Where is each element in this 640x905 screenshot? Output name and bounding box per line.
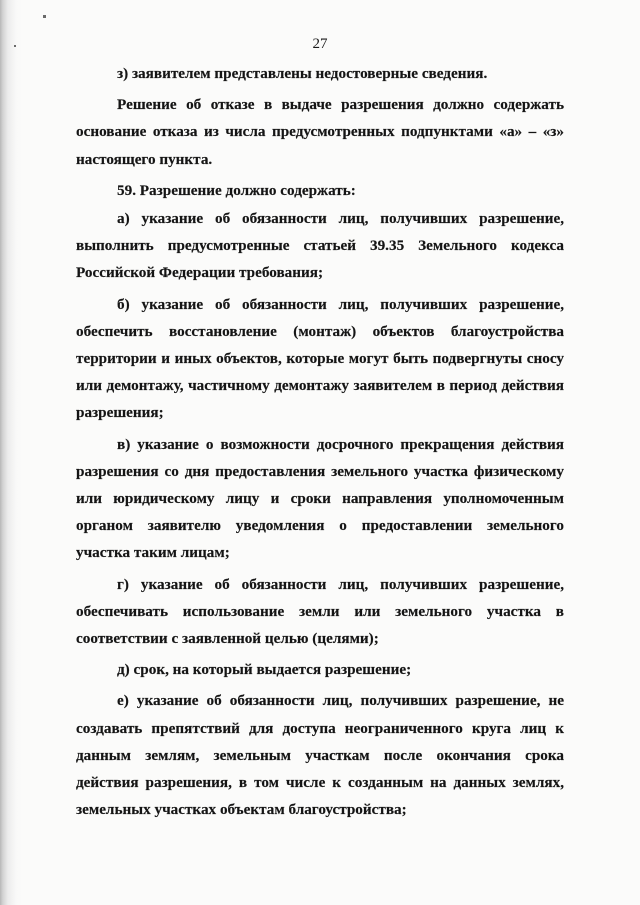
scan-edge-shadow (0, 0, 22, 905)
page-number: 27 (312, 36, 328, 52)
paragraph-section-59: 59. Разрешение должно содержать: (117, 181, 356, 199)
scan-speck (43, 15, 46, 18)
paragraph-item-g: г) указание об обязанности лиц, получивших разрешение, обеспечивать использование земли или земельного участка в соответствии с заявленной целью (целями); (76, 575, 564, 648)
paragraph-item-v: в) указание о возможности досрочного прекращения действия разрешения со дня предоставления земельного участка физическому или юридическому лицу и сроки направления уполномоченным органом заявителю уведомления о предоставлении земельного участка таким лицам; (76, 435, 564, 562)
paragraph-item-b: б) указание об обязанности лиц, получивших разрешение, обеспечить восстановление (монтаж) объектов благоустройства территории и иных объектов, которые могут быть подвергнуты сносу или демонтажу, частичному демонтажу заявителем в период действия разрешения; (76, 295, 564, 422)
paragraph-item-d: д) срок, на который выдается разрешение; (117, 661, 412, 679)
paragraph-item-a: а) указание об обязанности лиц, получивших разрешение, выполнить предусмотренные статьей 39.35 Земельного кодекса Российской Федерации требования; (76, 210, 564, 282)
paragraph-item-z: з) заявителем представлены недостоверные сведения. (117, 65, 488, 82)
paragraph-refusal-decision: Решение об отказе в выдаче разрешения должно содержать основание отказа из числа предусмотренных подпунктами «а» – «з» настоящего пункта. (76, 96, 564, 168)
document-body (76, 60, 564, 823)
paragraph-item-e: е) указание об обязанности лиц, получивших разрешение, не создавать препятствий для доступа неограниченного круга лиц к данным землям, земельным участкам после окончания срока действия разрешения, в том числе к созданным на данных землях, земельных участках объектам благоустройства; (76, 692, 564, 819)
